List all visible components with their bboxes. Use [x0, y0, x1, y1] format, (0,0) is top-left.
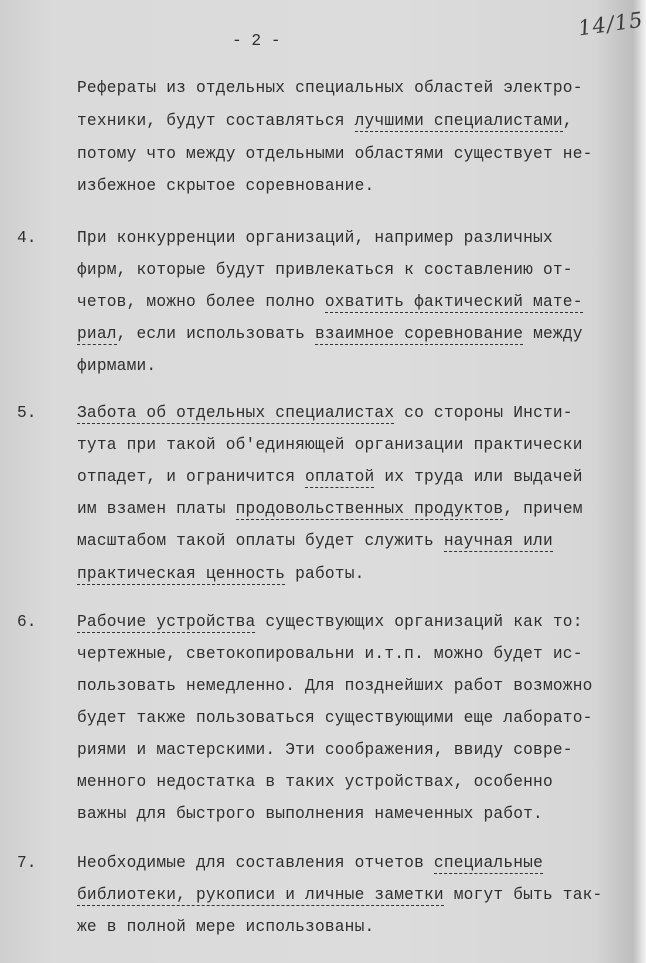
page-number: - 2 -	[232, 32, 281, 50]
text-segment: ,	[562, 112, 573, 130]
text-segment: При конкурренции организаций, например различных	[77, 229, 553, 247]
underlined-text: практическая ценность	[77, 565, 286, 583]
underlined-text: научная или	[443, 532, 553, 550]
text-segment: фирм, которые будут привлекаться к составлению от-	[77, 261, 573, 279]
text-line	[77, 740, 573, 760]
item-number: 6.	[17, 613, 37, 631]
underlined-text: специальные	[433, 854, 543, 872]
item-number: 7.	[17, 854, 37, 872]
text-segment: им взамен платы	[77, 500, 236, 518]
text-line	[77, 292, 583, 312]
text-line	[77, 111, 573, 131]
text-line	[77, 467, 583, 487]
text-segment: отпадет, и ограничится	[77, 468, 306, 486]
text-line	[77, 403, 573, 423]
underlined-text: взаимное соревнование	[314, 325, 524, 343]
text-line	[77, 917, 374, 937]
text-segment: тута при такой об'единяющей организации практически	[77, 436, 583, 454]
text-line	[77, 804, 543, 824]
text-segment: будет также пользоваться существующими еще лаборато-	[77, 709, 593, 727]
text-line	[77, 176, 374, 196]
text-segment: , причем	[503, 500, 583, 518]
text-line	[77, 853, 543, 873]
text-segment: же в полной мере использованы.	[77, 918, 375, 936]
text-segment: работы.	[285, 565, 365, 583]
underlined-text: лучшими специалистами	[354, 112, 563, 130]
text-line	[77, 644, 583, 664]
text-segment: чертежные, светокопировальни и.т.п. можно будет ис-	[77, 645, 583, 663]
underlined-text: оплатой	[305, 468, 375, 486]
text-segment: менного недостатка в таких устройствах, особенно	[77, 773, 553, 791]
text-line	[77, 708, 593, 728]
text-segment: пользовать немедленно. Для позднейших работ возможно	[77, 677, 593, 695]
underlined-text: продовольственных продуктов	[235, 500, 504, 518]
underlined-text: Рабочие устройства	[77, 613, 256, 631]
text-segment: Рефераты из отдельных специальных областей электро-	[77, 79, 583, 97]
text-line	[77, 356, 156, 376]
text-line	[77, 78, 583, 98]
text-segment: риями и мастерскими. Эти соображения, ввиду совре-	[77, 741, 573, 759]
text-segment: , если использовать	[116, 325, 315, 343]
text-line	[77, 531, 553, 551]
text-segment: существующих организаций как то:	[255, 613, 583, 631]
text-segment: четов, можно более полно	[77, 293, 325, 311]
text-segment: Необходимые для составления отчетов	[77, 854, 434, 872]
text-segment: потому что между отдельными областями существует не-	[77, 145, 593, 163]
text-line	[77, 435, 583, 455]
text-segment: масштабом такой оплаты будет служить	[77, 532, 444, 550]
text-segment: между	[523, 325, 583, 343]
text-segment: техники, будут составляться	[77, 112, 355, 130]
underlined-text: охватить фактический мате-	[324, 293, 583, 311]
underlined-text: Забота об отдельных специалистах	[77, 404, 395, 422]
text-line	[77, 144, 593, 164]
text-line	[77, 885, 602, 905]
handwritten-folio-mark: 14/15	[576, 7, 645, 41]
text-line	[77, 228, 553, 248]
text-segment: их труда или выдачей	[374, 468, 583, 486]
text-segment: фирмами.	[77, 357, 157, 375]
text-line	[77, 564, 365, 584]
text-line	[77, 676, 593, 696]
text-line	[77, 499, 583, 519]
text-segment: избежное скрытое соревнование.	[77, 177, 375, 195]
underlined-text: риал	[77, 325, 117, 343]
item-number: 5.	[17, 404, 37, 422]
text-line	[77, 324, 583, 344]
text-line	[77, 612, 583, 632]
underlined-text: библиотеки, рукописи и личные заметки	[77, 886, 444, 904]
text-line	[77, 260, 573, 280]
text-segment: со стороны Инсти-	[394, 404, 573, 422]
item-number: 4.	[17, 229, 37, 247]
text-line	[77, 772, 553, 792]
text-segment: могут быть так-	[443, 886, 603, 904]
text-segment: важны для быстрого выполнения намеченных работ.	[77, 805, 543, 823]
